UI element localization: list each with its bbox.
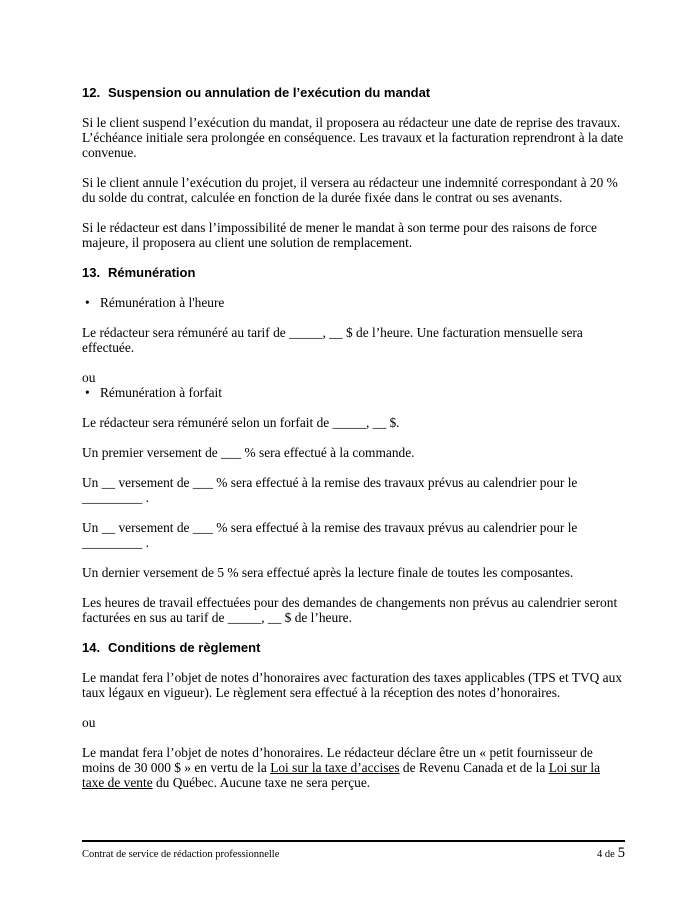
list-item-hourly-rate — [82, 295, 625, 310]
or-separator: ou — [82, 370, 96, 385]
section-14-title: Conditions de règlement — [108, 640, 261, 655]
bullet-icon: • — [85, 295, 90, 310]
paragraph-interim-payment-2: Un __ versement de ___ % sera effectué à la remise des travaux prévus au calendrier pour le _________ . — [82, 520, 578, 550]
section-13-number: 13. — [82, 265, 101, 280]
footer-document-title: Contrat de service de rédaction professionnelle — [82, 849, 280, 860]
paragraph-taxes-applicable: Le mandat fera l’objet de notes d’honoraires avec facturation des taxes applicables (TPS et TVQ aux taux légaux en vigueur). Le règlement sera effectué à la réception des notes d’honoraires. — [82, 670, 623, 700]
section-14-heading — [82, 640, 625, 655]
footer-divider — [82, 840, 625, 842]
paragraph-first-payment: Un premier versement de ___ % sera effectué à la commande. — [82, 445, 415, 460]
text-segment: de Revenu Canada et de la — [399, 760, 549, 775]
paragraph-flat-rate: Le rédacteur sera rémunéré selon un forfait de _____, __ $. — [82, 415, 400, 430]
paragraph-cancellation-indemnity: Si le client annule l’exécution du projet, il versera au rédacteur une indemnité correspondant à 20 % du solde du contrat, calculée en fonction de la durée fixée dans le contrat ou ses avenants. — [82, 175, 618, 205]
paragraph-small-supplier — [82, 745, 625, 790]
text-segment: du Québec. Aucune taxe ne sera perçue. — [152, 775, 371, 790]
text-segment: Le mandat fera l’objet de notes d’honoraires. Le rédacteur déclare être un « petit fournisseur de moins de 30 000 $ » en vertu de la — [82, 745, 593, 775]
list-item-label: Rémunération à forfait — [100, 385, 222, 400]
law-reference-excise-tax: Loi sur la taxe d’accises — [270, 760, 400, 775]
paragraph-hourly-rate: Le rédacteur sera rémunéré au tarif de _____, __ $ de l’heure. Une facturation mensuelle sera effectuée. — [82, 325, 583, 355]
paragraph-interim-payment-1: Un __ versement de ___ % sera effectué à la remise des travaux prévus au calendrier pour le _________ . — [82, 475, 578, 505]
or-separator: ou — [82, 715, 96, 730]
law-reference-sales-tax: Loi sur la taxe de vente — [82, 760, 601, 790]
section-12-title: Suspension ou annulation de l’exécution du mandat — [108, 85, 431, 100]
paragraph-extra-hours: Les heures de travail effectuées pour des demandes de changements non prévus au calendrier seront facturées en sus au tarif de _____, __ $ de l’heure. — [82, 595, 618, 625]
section-12-heading — [82, 85, 625, 100]
list-item-label: Rémunération à l'heure — [100, 295, 225, 310]
page-content — [82, 85, 625, 805]
page-label: 4 de — [596, 849, 615, 860]
list-item-flat-rate — [82, 385, 625, 400]
section-13-heading — [82, 265, 625, 280]
paragraph-final-payment: Un dernier versement de 5 % sera effectué après la lecture finale de toutes les composantes. — [82, 565, 574, 580]
footer-page-number — [597, 847, 625, 861]
section-13-title: Rémunération — [108, 265, 196, 280]
section-14-number: 14. — [82, 640, 101, 655]
page-total: 5 — [617, 845, 625, 861]
bullet-icon: • — [85, 385, 90, 400]
paragraph-force-majeure: Si le rédacteur est dans l’impossibilité de mener le mandat à son terme pour des raisons de force majeure, il proposera au client une solution de remplacement. — [82, 220, 598, 250]
page-footer — [82, 847, 625, 861]
section-12-number: 12. — [82, 85, 101, 100]
paragraph-suspension-resume: Si le client suspend l’exécution du mandat, il proposera au rédacteur une date de reprise des travaux. L’échéance initiale sera prolongée en conséquence. Les travaux et la facturation reprendront à la date convenue. — [82, 115, 624, 160]
